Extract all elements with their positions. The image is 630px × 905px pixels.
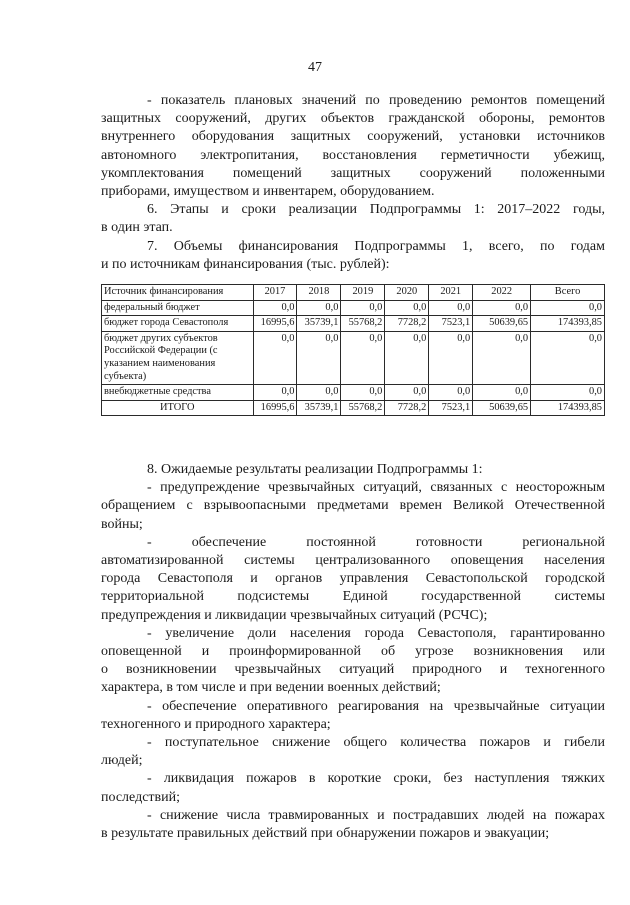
source-cell: федеральный бюджет: [102, 300, 254, 316]
text-line: войны;: [101, 516, 143, 532]
text-line: обращением с взрывоопасными предметами времен Великой Отечественной: [101, 498, 605, 514]
result-paragraph: [101, 479, 605, 534]
text-line: внутреннего оборудования защитных сооружений, установки источников: [101, 129, 605, 145]
text-line: - обеспечение оперативного реагирования на чрезвычайные ситуации: [147, 698, 605, 714]
text-line: - поступательное снижение общего количества пожаров и гибели: [147, 735, 605, 751]
text-line: 7. Объемы финансирования Подпрограммы 1, всего, по годам: [147, 238, 605, 254]
value-cell: 0,0: [385, 331, 429, 384]
value-cell: 0,0: [297, 385, 341, 401]
text-line: города Севастополя и органов управления Севастопольской городской: [101, 571, 605, 587]
text-line: укомплектования помещений защитных сооружений положенными: [101, 165, 605, 181]
text-line: - снижение числа травмированных и пострадавших людей на пожарах: [147, 807, 605, 823]
text-block-bottom: [101, 461, 605, 843]
value-cell: 0,0: [385, 300, 429, 316]
value-cell: 0,0: [341, 385, 385, 401]
text-line: людей;: [101, 753, 143, 769]
value-cell: 0,0: [253, 331, 297, 384]
result-paragraph: [101, 625, 605, 698]
value-cell: 0,0: [531, 331, 605, 384]
intro-paragraph: [101, 92, 605, 201]
table-header-cell: 2022: [473, 285, 531, 301]
value-cell: 0,0: [531, 300, 605, 316]
text-line: - ликвидация пожаров в короткие сроки, без наступления тяжких: [147, 771, 605, 787]
value-cell: 0,0: [531, 385, 605, 401]
value-cell: 16995,6: [253, 316, 297, 332]
result-paragraph: [101, 698, 605, 734]
table-header-cell: 2018: [297, 285, 341, 301]
text-line: оповещенной и проинформированной об угрозе возникновения или: [101, 644, 605, 660]
table-header-row: [102, 285, 605, 301]
result-paragraph: [101, 770, 605, 806]
value-cell: 50639,65: [473, 316, 531, 332]
source-cell: бюджет других субъектов Российской Федерации (с указанием наименования субъекта): [102, 331, 254, 384]
value-cell: 35739,1: [297, 400, 341, 416]
value-cell: 0,0: [253, 300, 297, 316]
value-cell: 35739,1: [297, 316, 341, 332]
source-cell: бюджет города Севастополя: [102, 316, 254, 332]
text-line: защитных сооружений, других объектов гражданской обороны, ремонтов: [101, 111, 605, 127]
text-line: техногенного и природного характера;: [101, 716, 331, 732]
value-cell: 174393,85: [531, 316, 605, 332]
table-header-cell: 2019: [341, 285, 385, 301]
text-line: 6. Этапы и сроки реализации Подпрограммы 1: 2017–2022 годы,: [147, 202, 605, 218]
text-line: - увеличение доли населения города Севастополя, гарантированно: [147, 625, 605, 641]
value-cell: 0,0: [297, 300, 341, 316]
value-cell: 0,0: [341, 300, 385, 316]
text-line: приборами, имуществом и инвентарем, оборудованием.: [101, 184, 435, 200]
table-total-row: [102, 400, 605, 416]
text-line: и по источникам финансирования (тыс. рублей):: [101, 256, 390, 272]
text-line: последствий;: [101, 789, 181, 805]
text-line: о возникновении чрезвычайных ситуаций природного и техногенного: [101, 662, 605, 678]
section-6-paragraph: [101, 201, 605, 237]
value-cell: 7728,2: [385, 316, 429, 332]
value-cell: 0,0: [429, 385, 473, 401]
value-cell: 0,0: [297, 331, 341, 384]
result-paragraph: [101, 807, 605, 843]
value-cell: 0,0: [429, 300, 473, 316]
value-cell: 0,0: [385, 385, 429, 401]
value-cell: 16995,6: [253, 400, 297, 416]
value-cell: 0,0: [253, 385, 297, 401]
value-cell: 0,0: [473, 331, 531, 384]
text-line: автономного электропитания, восстановления герметичности убежищ,: [101, 147, 605, 163]
value-cell: 55768,2: [341, 316, 385, 332]
text-line: - предупреждение чрезвычайных ситуаций, связанных с неосторожным: [147, 480, 605, 496]
page-number: 47: [308, 60, 322, 75]
result-paragraph: [101, 534, 605, 625]
value-cell: 55768,2: [341, 400, 385, 416]
text-line: автоматизированной системы централизованного оповещения населения: [101, 553, 605, 569]
value-cell: 50639,65: [473, 400, 531, 416]
table-header-cell: Источник финансирования: [102, 285, 254, 301]
value-cell: 0,0: [429, 331, 473, 384]
text-line: предупреждения и ликвидации чрезвычайных ситуаций (РСЧС);: [101, 607, 488, 623]
value-cell: 0,0: [473, 385, 531, 401]
financing-table: [101, 284, 605, 416]
text-block-top: [101, 92, 605, 274]
table-row: [102, 331, 605, 384]
result-paragraph: [101, 734, 605, 770]
section-7-paragraph: [101, 238, 605, 274]
value-cell: 0,0: [473, 300, 531, 316]
value-cell: 0,0: [341, 331, 385, 384]
text-line: в результате правильных действий при обнаружении пожаров и эвакуации;: [101, 826, 550, 842]
text-line: характера, в том числе и при ведении военных действий;: [101, 680, 441, 696]
table-row: [102, 300, 605, 316]
value-cell: 174393,85: [531, 400, 605, 416]
value-cell: 7728,2: [385, 400, 429, 416]
value-cell: 7523,1: [429, 316, 473, 332]
text-line: - обеспечение постоянной готовности региональной: [147, 534, 605, 550]
section-8-title: 8. Ожидаемые результаты реализации Подпрограммы 1:: [147, 462, 483, 477]
text-line: - показатель плановых значений по проведению ремонтов помещений: [147, 93, 605, 108]
text-line: в один этап.: [101, 220, 173, 236]
total-label-cell: ИТОГО: [102, 400, 254, 416]
table-row: [102, 316, 605, 332]
source-cell: внебюджетные средства: [102, 385, 254, 401]
text-line: территориальной подсистемы Единой государственной системы: [101, 589, 605, 605]
table-header-cell: 2021: [429, 285, 473, 301]
value-cell: 7523,1: [429, 400, 473, 416]
table-row: [102, 385, 605, 401]
table-header-cell: 2017: [253, 285, 297, 301]
table-header-cell: Всего: [531, 285, 605, 301]
table-header-cell: 2020: [385, 285, 429, 301]
